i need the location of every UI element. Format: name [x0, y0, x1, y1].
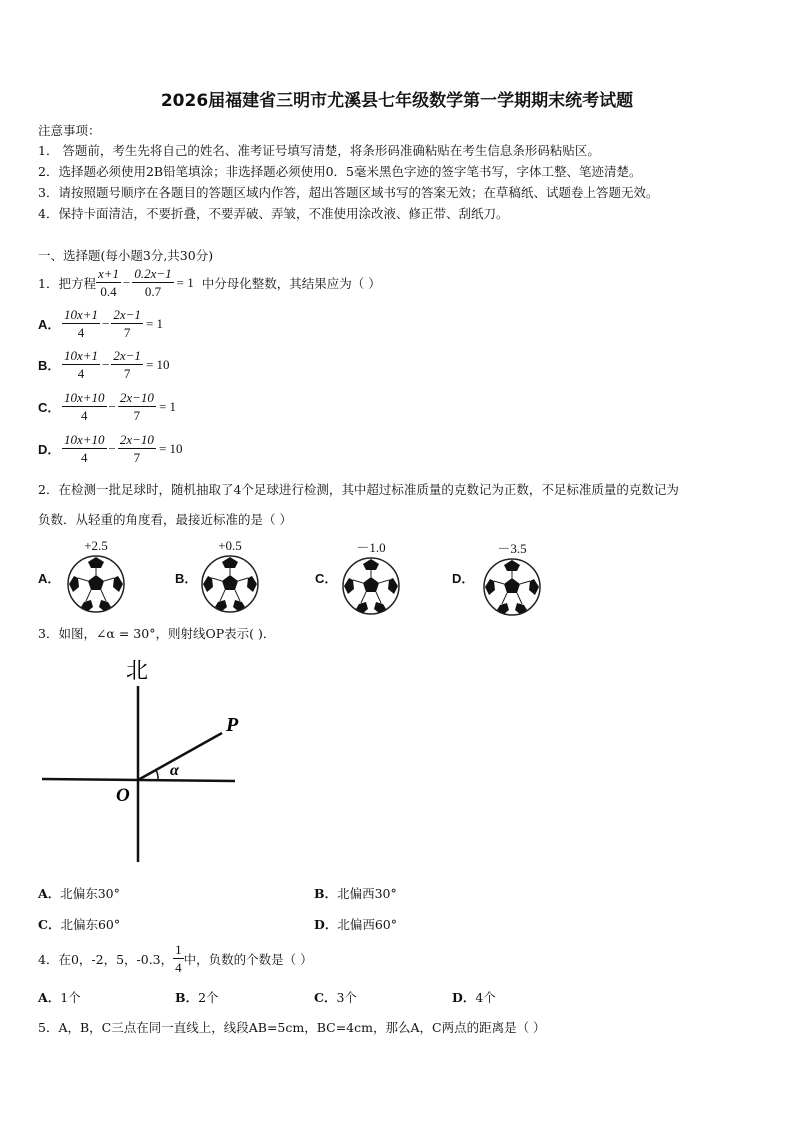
soccer-ball-icon	[200, 554, 260, 614]
q1-suffix: 中分母化整数，其结果应为（ ）	[201, 275, 381, 291]
ball-value: +2.5	[84, 538, 108, 553]
section-heading: 一、选择题(每小题3分,共30分)	[38, 248, 214, 263]
q4-option-b[interactable]: B．2个	[175, 990, 219, 1005]
q4-option-c[interactable]: C．3个	[314, 990, 357, 1005]
q2-option-c-label[interactable]: C．	[315, 571, 338, 586]
ray-op	[138, 733, 222, 780]
q4-option-a[interactable]: A．1个	[38, 990, 81, 1005]
q2-option-d[interactable]	[482, 538, 542, 621]
origin-label: O	[116, 785, 130, 806]
soccer-ball-icon	[482, 557, 542, 617]
page-title: 2026届福建省三明市尤溪县七年级数学第一学期期末统考试题	[160, 91, 634, 111]
question-5-stem: 5．A，B，C三点在同一直线上，线段AB=5cm，BC=4cm，那么A，C两点的距离是（ ）	[38, 1020, 546, 1035]
point-p-label: P	[226, 714, 239, 736]
q2-option-b[interactable]	[200, 538, 260, 618]
soccer-ball-icon	[341, 556, 401, 616]
angle-label: α	[170, 762, 179, 779]
question-2-stem-line1: 2．在检测一批足球时，随机抽取了4个足球进行检测，其中超过标准质量的克数记为正数，不足标准质量的克数记为	[38, 482, 679, 497]
notice-item: 3．请按照题号顺序在各题目的答题区域内作答，超出答题区域书写的答案无效；在草稿纸、试题卷上答题无效。	[38, 185, 659, 200]
q4-suffix: 中，负数的个数是（ ）	[183, 951, 313, 967]
q1-prefix: 1．把方程	[38, 275, 96, 291]
q4-option-d[interactable]: D．4个	[452, 990, 496, 1005]
q3-option-c[interactable]: C．北偏东60°	[38, 917, 121, 932]
ball-value: －1.0	[356, 540, 386, 555]
q1-option-c[interactable]: C． $\frac{10x+10}{4}$ − $\frac{2x-10}{7}$ = 1	[38, 390, 177, 423]
q1-option-d[interactable]: D． $\frac{10x+10}{4}$ − $\frac{2x-10}{7}$ = 10	[38, 432, 183, 465]
question-1-stem: 1．把方程 $\frac{x+1}{0.4}$ − $\frac{0.2x-1}{0.7}$ = 1 中分母化整数，其结果应为（ ）	[38, 266, 381, 299]
q1-fraction-1: $\frac{x+1}{0.4}$	[97, 266, 119, 299]
ball-value: +0.5	[218, 538, 242, 553]
q2-option-b-label[interactable]: B．	[175, 571, 198, 586]
q3-option-b[interactable]: B．北偏西30°	[314, 886, 397, 901]
direction-diagram	[30, 650, 270, 870]
q2-option-a-label[interactable]: A．	[38, 571, 61, 586]
q1-fraction-2: $\frac{0.2x-1}{0.7}$	[134, 266, 172, 299]
notice-item: 1． 答题前，考生先将自己的姓名、准考证号填写清楚，将条形码准确粘贴在考生信息条形码粘贴区。	[38, 143, 600, 158]
notice-item: 2．选择题必须使用2B铅笔填涂；非选择题必须使用0．5毫米黑色字迹的签字笔书写，字体工整、笔迹清楚。	[38, 164, 642, 179]
q2-option-d-label[interactable]: D．	[452, 571, 475, 586]
question-4-stem	[38, 941, 313, 976]
q2-option-c[interactable]	[341, 537, 401, 620]
notice-heading: 注意事项：	[38, 123, 101, 138]
notice-item: 4．保持卡面清洁，不要折叠，不要弄破、弄皱，不准使用涂改液、修正带、刮纸刀。	[38, 206, 509, 221]
q1-option-a[interactable]: A． $\frac{10x+1}{4}$ − $\frac{2x-1}{7}$ = 1	[38, 307, 164, 340]
north-label: 北	[126, 659, 149, 684]
q3-option-a[interactable]: A．北偏东30°	[38, 886, 120, 901]
q4-fraction: $\frac{1}{4}$	[175, 942, 182, 975]
q1-rhs: = 1	[176, 274, 194, 290]
soccer-ball-icon	[66, 554, 126, 614]
question-3-stem: 3．如图，∠α = 30°，则射线OP表示( )．	[38, 626, 276, 641]
q1-option-b[interactable]: B． $\frac{10x+1}{4}$ − $\frac{2x-1}{7}$ = 10	[38, 348, 170, 381]
q3-option-d[interactable]: D．北偏西60°	[314, 917, 397, 932]
q2-option-a[interactable]	[66, 538, 126, 618]
q4-prefix: 4．在0，-2，5，-0.3，	[38, 951, 174, 967]
ball-value: －3.5	[497, 541, 527, 556]
question-2-stem-line2: 负数．从轻重的角度看，最接近标准的是（ ）	[38, 512, 292, 527]
